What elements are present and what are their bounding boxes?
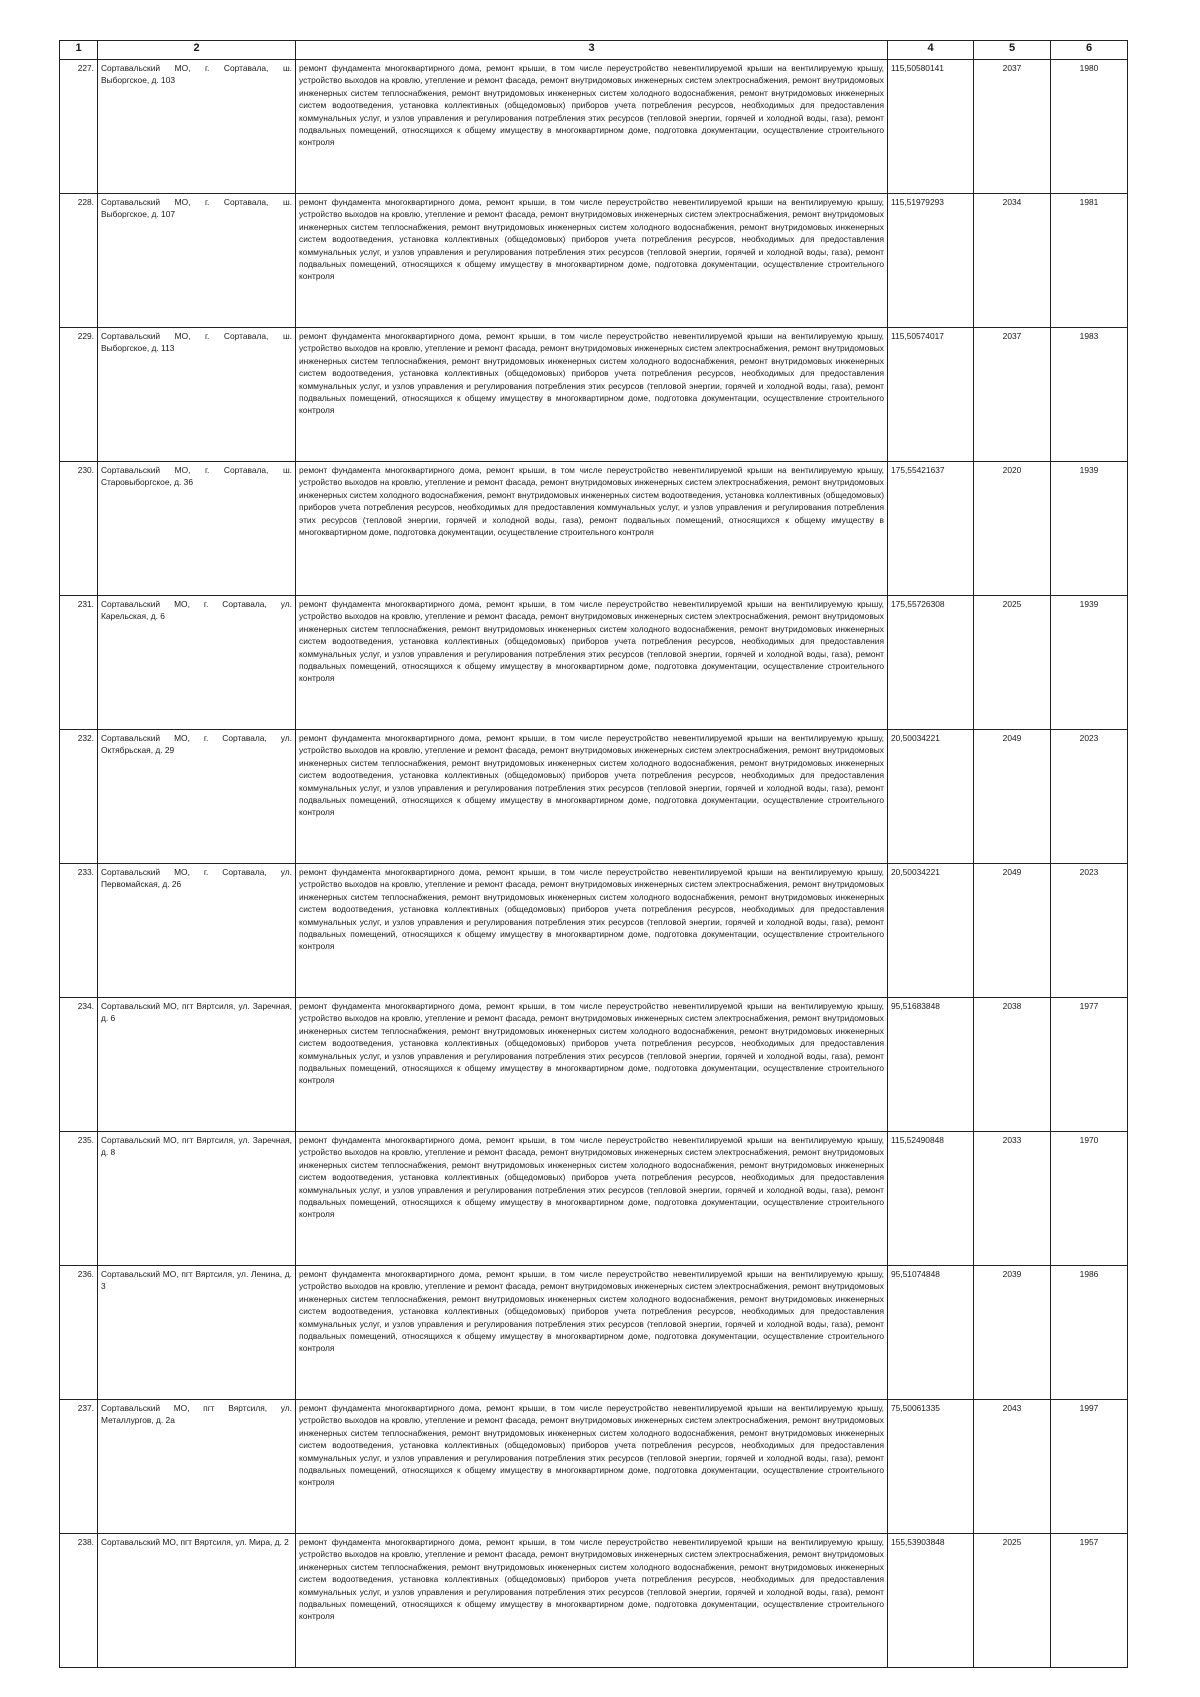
value-column-6: 1983 bbox=[1051, 328, 1128, 462]
row-number: 234. bbox=[60, 998, 98, 1132]
row-number: 227. bbox=[60, 60, 98, 194]
table-row bbox=[60, 60, 1128, 194]
value-column-6: 1997 bbox=[1051, 1400, 1128, 1534]
value-column-5: 2020 bbox=[974, 462, 1051, 596]
house-address: Сортавальский МО, г. Сортавала, ш. Выборгское, д. 103 bbox=[98, 60, 296, 194]
repair-works: ремонт фундамента многоквартирного дома, ремонт крыши, в том числе переустройство невентилируемой крыши на вентилируемую крышу, устройство выходов на кровлю, утепление и ремонт фасада, ремонт внутридомовых инженерных систем электроснабжения, ремонт внутридомовых инженерных систем теплоснабжения, ремонт внутридомовых инженерных систем холодного водоснабжения, ремонт внутридомовых инженерных систем водоотведения, установка коллективных (общедомовых) приборов учета потребления ресурсов, необходимых для предоставления коммунальных услуг, и узлов управления и регулирования потребления этих ресурсов (тепловой энергии, горячей и холодной воды, газа), ремонт подвальных помещений, относящихся к общему имуществу в многоквартирном доме, подготовка документации, осуществление строительного контроля bbox=[296, 1534, 888, 1668]
table-row bbox=[60, 1534, 1128, 1668]
value-column-4: 115,52490848 bbox=[888, 1132, 974, 1266]
repair-works: ремонт фундамента многоквартирного дома, ремонт крыши, в том числе переустройство невентилируемой крыши на вентилируемую крышу, устройство выходов на кровлю, утепление и ремонт фасада, ремонт внутридомовых инженерных систем электроснабжения, ремонт внутридомовых инженерных систем теплоснабжения, ремонт внутридомовых инженерных систем холодного водоснабжения, ремонт внутридомовых инженерных систем водоотведения, установка коллективных (общедомовых) приборов учета потребления ресурсов, необходимых для предоставления коммунальных услуг, и узлов управления и регулирования потребления этих ресурсов (тепловой энергии, горячей и холодной воды, газа), ремонт подвальных помещений, относящихся к общему имуществу в многоквартирном доме, подготовка документации, осуществление строительного контроля bbox=[296, 60, 888, 194]
repair-works: ремонт фундамента многоквартирного дома, ремонт крыши, в том числе переустройство невентилируемой крыши на вентилируемую крышу, устройство выходов на кровлю, утепление и ремонт фасада, ремонт внутридомовых инженерных систем электроснабжения, ремонт внутридомовых инженерных систем теплоснабжения, ремонт внутридомовых инженерных систем холодного водоснабжения, ремонт внутридомовых инженерных систем водоотведения, установка коллективных (общедомовых) приборов учета потребления ресурсов, необходимых для предоставления коммунальных услуг, и узлов управления и регулирования потребления этих ресурсов (тепловой энергии, горячей и холодной воды, газа), ремонт подвальных помещений, относящихся к общему имуществу в многоквартирном доме, подготовка документации, осуществление строительного контроля bbox=[296, 864, 888, 998]
capital-repair-table bbox=[59, 40, 1128, 1668]
house-address: Сортавальский МО, г. Сортавала, ул. Октябрьская, д. 29 bbox=[98, 730, 296, 864]
value-column-4: 20,50034221 bbox=[888, 864, 974, 998]
house-address: Сортавальский МО, г. Сортавала, ш. Выборгское, д. 113 bbox=[98, 328, 296, 462]
value-column-4: 115,51979293 bbox=[888, 194, 974, 328]
column-header-4: 4 bbox=[888, 41, 974, 60]
column-header-6: 6 bbox=[1051, 41, 1128, 60]
value-column-5: 2034 bbox=[974, 194, 1051, 328]
row-number: 236. bbox=[60, 1266, 98, 1400]
repair-works: ремонт фундамента многоквартирного дома, ремонт крыши, в том числе переустройство невентилируемой крыши на вентилируемую крышу, устройство выходов на кровлю, утепление и ремонт фасада, ремонт внутридомовых инженерных систем электроснабжения, ремонт внутридомовых инженерных систем теплоснабжения, ремонт внутридомовых инженерных систем холодного водоснабжения, ремонт внутридомовых инженерных систем водоотведения, установка коллективных (общедомовых) приборов учета потребления ресурсов, необходимых для предоставления коммунальных услуг, и узлов управления и регулирования потребления этих ресурсов (тепловой энергии, горячей и холодной воды, газа), ремонт подвальных помещений, относящихся к общему имуществу в многоквартирном доме, подготовка документации, осуществление строительного контроля bbox=[296, 1266, 888, 1400]
house-address: Сортавальский МО, пгт Вяртсиля, ул. Заречная, д. 8 bbox=[98, 1132, 296, 1266]
table-row bbox=[60, 1400, 1128, 1534]
table-row bbox=[60, 1266, 1128, 1400]
value-column-6: 1977 bbox=[1051, 998, 1128, 1132]
value-column-5: 2043 bbox=[974, 1400, 1051, 1534]
table-row bbox=[60, 462, 1128, 596]
value-column-4: 175,55726308 bbox=[888, 596, 974, 730]
column-header-1: 1 bbox=[60, 41, 98, 60]
table-row bbox=[60, 1132, 1128, 1266]
row-number: 232. bbox=[60, 730, 98, 864]
value-column-4: 155,53903848 bbox=[888, 1534, 974, 1668]
value-column-6: 2023 bbox=[1051, 864, 1128, 998]
table-row bbox=[60, 998, 1128, 1132]
value-column-5: 2025 bbox=[974, 596, 1051, 730]
row-number: 228. bbox=[60, 194, 98, 328]
value-column-5: 2025 bbox=[974, 1534, 1051, 1668]
value-column-5: 2037 bbox=[974, 60, 1051, 194]
value-column-6: 1970 bbox=[1051, 1132, 1128, 1266]
table-row bbox=[60, 864, 1128, 998]
value-column-5: 2033 bbox=[974, 1132, 1051, 1266]
repair-works: ремонт фундамента многоквартирного дома, ремонт крыши, в том числе переустройство невентилируемой крыши на вентилируемую крышу, устройство выходов на кровлю, утепление и ремонт фасада, ремонт внутридомовых инженерных систем электроснабжения, ремонт внутридомовых инженерных систем теплоснабжения, ремонт внутридомовых инженерных систем холодного водоснабжения, ремонт внутридомовых инженерных систем водоотведения, установка коллективных (общедомовых) приборов учета потребления ресурсов, необходимых для предоставления коммунальных услуг, и узлов управления и регулирования потребления этих ресурсов (тепловой энергии, горячей и холодной воды, газа), ремонт подвальных помещений, относящихся к общему имуществу в многоквартирном доме, подготовка документации, осуществление строительного контроля bbox=[296, 1400, 888, 1534]
value-column-6: 1939 bbox=[1051, 462, 1128, 596]
header-row bbox=[60, 41, 1128, 60]
row-number: 237. bbox=[60, 1400, 98, 1534]
repair-works: ремонт фундамента многоквартирного дома, ремонт крыши, в том числе переустройство невентилируемой крыши на вентилируемую крышу, устройство выходов на кровлю, утепление и ремонт фасада, ремонт внутридомовых инженерных систем электроснабжения, ремонт внутридомовых инженерных систем теплоснабжения, ремонт внутридомовых инженерных систем холодного водоснабжения, ремонт внутридомовых инженерных систем водоотведения, установка коллективных (общедомовых) приборов учета потребления ресурсов, необходимых для предоставления коммунальных услуг, и узлов управления и регулирования потребления этих ресурсов (тепловой энергии, горячей и холодной воды, газа), ремонт подвальных помещений, относящихся к общему имуществу в многоквартирном доме, подготовка документации, осуществление строительного контроля bbox=[296, 730, 888, 864]
column-header-2: 2 bbox=[98, 41, 296, 60]
value-column-4: 175,55421637 bbox=[888, 462, 974, 596]
house-address: Сортавальский МО, г. Сортавала, ул. Карельская, д. 6 bbox=[98, 596, 296, 730]
value-column-4: 95,51683848 bbox=[888, 998, 974, 1132]
value-column-4: 95,51074848 bbox=[888, 1266, 974, 1400]
column-header-5: 5 bbox=[974, 41, 1051, 60]
table-row bbox=[60, 730, 1128, 864]
house-address: Сортавальский МО, пгт Вяртсиля, ул. Мира, д. 2 bbox=[98, 1534, 296, 1668]
value-column-6: 1939 bbox=[1051, 596, 1128, 730]
value-column-4: 115,50574017 bbox=[888, 328, 974, 462]
value-column-5: 2039 bbox=[974, 1266, 1051, 1400]
row-number: 229. bbox=[60, 328, 98, 462]
value-column-4: 75,50061335 bbox=[888, 1400, 974, 1534]
repair-works: ремонт фундамента многоквартирного дома, ремонт крыши, в том числе переустройство невентилируемой крыши на вентилируемую крышу, устройство выходов на кровлю, утепление и ремонт фасада, ремонт внутридомовых инженерных систем электроснабжения, ремонт внутридомовых инженерных систем теплоснабжения, ремонт внутридомовых инженерных систем холодного водоснабжения, ремонт внутридомовых инженерных систем водоотведения, установка коллективных (общедомовых) приборов учета потребления ресурсов, необходимых для предоставления коммунальных услуг, и узлов управления и регулирования потребления этих ресурсов (тепловой энергии, горячей и холодной воды, газа), ремонт подвальных помещений, относящихся к общему имуществу в многоквартирном доме, подготовка документации, осуществление строительного контроля bbox=[296, 1132, 888, 1266]
value-column-4: 115,50580141 bbox=[888, 60, 974, 194]
house-address: Сортавальский МО, пгт Вяртсиля, ул. Ленина, д. 3 bbox=[98, 1266, 296, 1400]
value-column-6: 1986 bbox=[1051, 1266, 1128, 1400]
table-row bbox=[60, 596, 1128, 730]
value-column-6: 2023 bbox=[1051, 730, 1128, 864]
table-row bbox=[60, 194, 1128, 328]
row-number: 231. bbox=[60, 596, 98, 730]
house-address: Сортавальский МО, г. Сортавала, ш. Выборгское, д. 107 bbox=[98, 194, 296, 328]
value-column-6: 1981 bbox=[1051, 194, 1128, 328]
value-column-6: 1980 bbox=[1051, 60, 1128, 194]
repair-works: ремонт фундамента многоквартирного дома, ремонт крыши, в том числе переустройство невентилируемой крыши на вентилируемую крышу, устройство выходов на кровлю, утепление и ремонт фасада, ремонт внутридомовых инженерных систем электроснабжения, ремонт внутридомовых инженерных систем теплоснабжения, ремонт внутридомовых инженерных систем холодного водоснабжения, ремонт внутридомовых инженерных систем водоотведения, установка коллективных (общедомовых) приборов учета потребления ресурсов, необходимых для предоставления коммунальных услуг, и узлов управления и регулирования потребления этих ресурсов (тепловой энергии, горячей и холодной воды, газа), ремонт подвальных помещений, относящихся к общему имуществу в многоквартирном доме, подготовка документации, осуществление строительного контроля bbox=[296, 596, 888, 730]
house-address: Сортавальский МО, пгт Вяртсиля, ул. Заречная, д. 6 bbox=[98, 998, 296, 1132]
house-address: Сортавальский МО, пгт Вяртсиля, ул. Металлургов, д. 2а bbox=[98, 1400, 296, 1534]
row-number: 233. bbox=[60, 864, 98, 998]
value-column-5: 2049 bbox=[974, 730, 1051, 864]
value-column-5: 2038 bbox=[974, 998, 1051, 1132]
value-column-6: 1957 bbox=[1051, 1534, 1128, 1668]
repair-works: ремонт фундамента многоквартирного дома, ремонт крыши, в том числе переустройство невентилируемой крыши на вентилируемую крышу, устройство выходов на кровлю, утепление и ремонт фасада, ремонт внутридомовых инженерных систем электроснабжения, ремонт внутридомовых инженерных систем теплоснабжения, ремонт внутридомовых инженерных систем холодного водоснабжения, ремонт внутридомовых инженерных систем водоотведения, установка коллективных (общедомовых) приборов учета потребления ресурсов, необходимых для предоставления коммунальных услуг, и узлов управления и регулирования потребления этих ресурсов (тепловой энергии, горячей и холодной воды, газа), ремонт подвальных помещений, относящихся к общему имуществу в многоквартирном доме, подготовка документации, осуществление строительного контроля bbox=[296, 998, 888, 1132]
repair-works: ремонт фундамента многоквартирного дома, ремонт крыши, в том числе переустройство невентилируемой крыши на вентилируемую крышу, устройство выходов на кровлю, утепление и ремонт фасада, ремонт внутридомовых инженерных систем электроснабжения, ремонт внутридомовых инженерных систем теплоснабжения, ремонт внутридомовых инженерных систем холодного водоснабжения, ремонт внутридомовых инженерных систем водоотведения, установка коллективных (общедомовых) приборов учета потребления ресурсов, необходимых для предоставления коммунальных услуг, и узлов управления и регулирования потребления этих ресурсов (тепловой энергии, горячей и холодной воды, газа), ремонт подвальных помещений, относящихся к общему имуществу в многоквартирном доме, подготовка документации, осуществление строительного контроля bbox=[296, 194, 888, 328]
value-column-4: 20,50034221 bbox=[888, 730, 974, 864]
document-page bbox=[59, 40, 1127, 1668]
house-address: Сортавальский МО, г. Сортавала, ш. Старовыборгское, д. 36 bbox=[98, 462, 296, 596]
row-number: 230. bbox=[60, 462, 98, 596]
row-number: 238. bbox=[60, 1534, 98, 1668]
value-column-5: 2049 bbox=[974, 864, 1051, 998]
row-number: 235. bbox=[60, 1132, 98, 1266]
repair-works: ремонт фундамента многоквартирного дома, ремонт крыши, в том числе переустройство невентилируемой крыши на вентилируемую крышу, устройство выходов на кровлю, утепление и ремонт фасада, ремонт внутридомовых инженерных систем электроснабжения, ремонт внутридомовых инженерных систем теплоснабжения, ремонт внутридомовых инженерных систем холодного водоснабжения, ремонт внутридомовых инженерных систем водоотведения, установка коллективных (общедомовых) приборов учета потребления ресурсов, необходимых для предоставления коммунальных услуг, и узлов управления и регулирования потребления этих ресурсов (тепловой энергии, горячей и холодной воды, газа), ремонт подвальных помещений, относящихся к общему имуществу в многоквартирном доме, подготовка документации, осуществление строительного контроля bbox=[296, 328, 888, 462]
value-column-5: 2037 bbox=[974, 328, 1051, 462]
repair-works: ремонт фундамента многоквартирного дома, ремонт крыши, в том числе переустройство невентилируемой крыши на вентилируемую крышу, устройство выходов на кровлю, утепление и ремонт фасада, ремонт внутридомовых инженерных систем электроснабжения, ремонт внутридомовых инженерных систем холодного водоснабжения, ремонт внутридомовых инженерных систем водоотведения, установка коллективных (общедомовых) приборов учета потребления ресурсов, необходимых для предоставления коммунальных услуг, и узлов управления и регулирования потребления этих ресурсов (тепловой энергии, горячей и холодной воды, газа), ремонт подвальных помещений, относящихся к общему имуществу в многоквартирном доме, подготовка документации, осуществление строительного контроля bbox=[296, 462, 888, 596]
house-address: Сортавальский МО, г. Сортавала, ул. Первомайская, д. 26 bbox=[98, 864, 296, 998]
table-row bbox=[60, 328, 1128, 462]
column-header-3: 3 bbox=[296, 41, 888, 60]
